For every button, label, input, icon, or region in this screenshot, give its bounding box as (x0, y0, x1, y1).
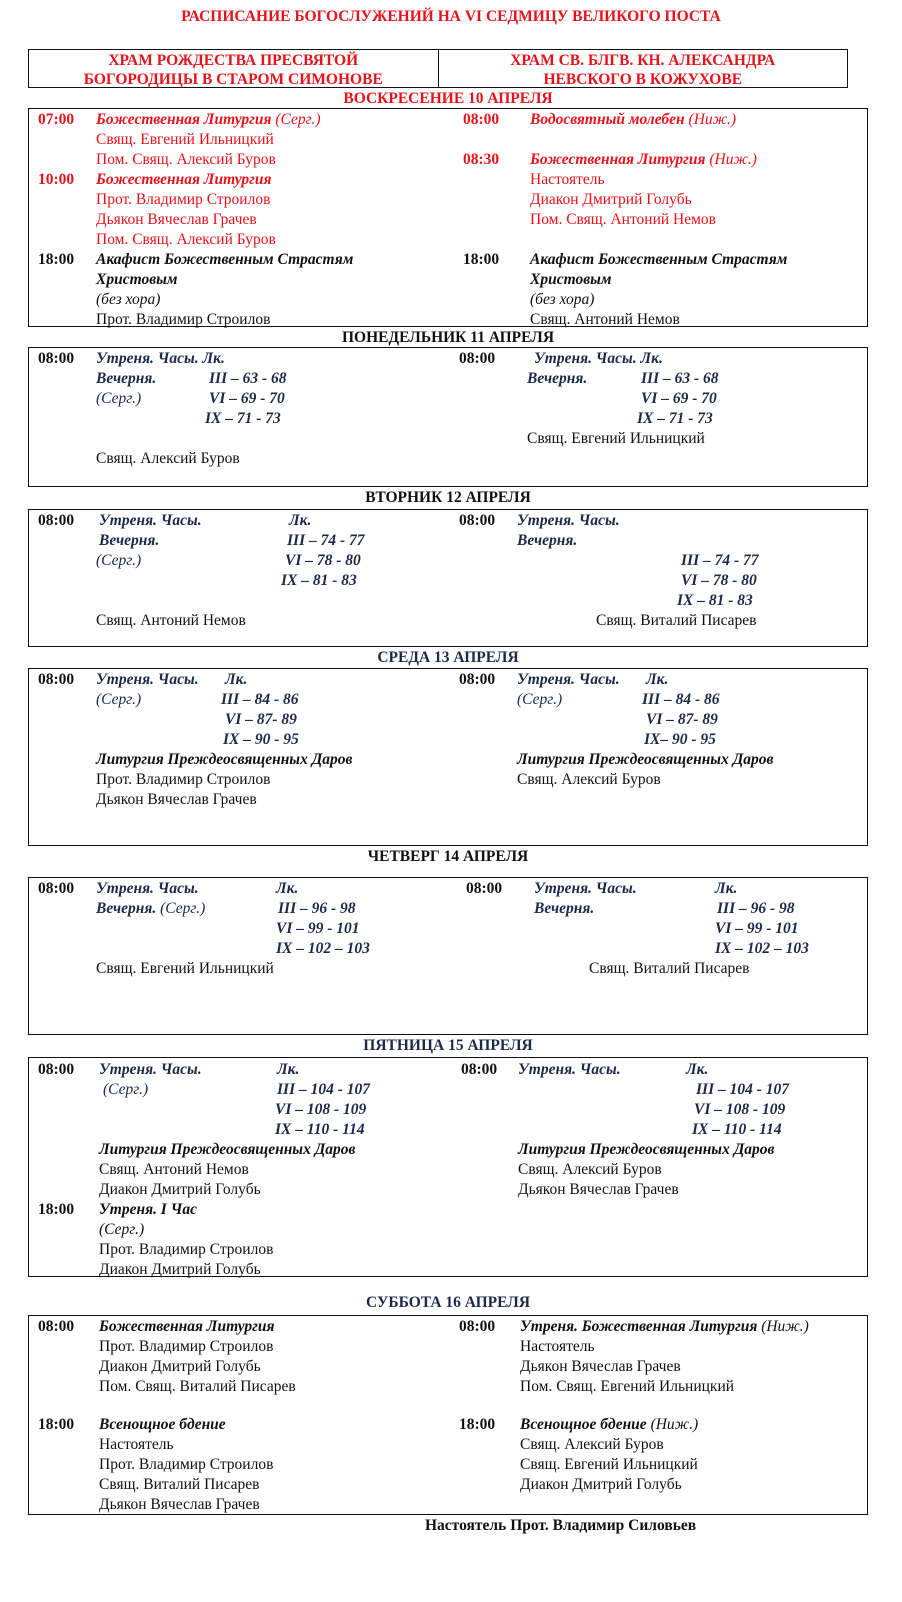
priest: Пом. Свящ. Алексий Буров (96, 231, 276, 248)
page-title: РАСПИСАНИЕ БОГОСЛУЖЕНИЙ НА VI СЕДМИЦУ ВЕЛИКОГО ПОСТА (181, 8, 721, 25)
priest: Настоятель (520, 1338, 595, 1355)
service: Акафист Божественным Страстям (530, 251, 788, 268)
service: Всенощное бдение (99, 1416, 226, 1433)
reading: VI – 87- 89 (646, 711, 718, 728)
priest: Прот. Владимир Строилов (99, 1338, 274, 1355)
service: Утреня. Часы. (518, 1061, 621, 1078)
day-box-wednesday (28, 668, 868, 846)
priest: Дьякон Вячеслав Грачев (520, 1358, 681, 1375)
reading: VI – 78 - 80 (681, 572, 757, 589)
priest: Свящ. Виталий Писарев (99, 1476, 260, 1493)
service: Утреня. Часы. (517, 671, 620, 688)
service: Христовым (96, 271, 178, 288)
time: 08:00 (459, 350, 496, 367)
priest: Свящ. Алексий Буров (96, 450, 240, 467)
priest: Прот. Владимир Строилов (99, 1456, 274, 1473)
note: (Серг.) (99, 1221, 145, 1238)
church-right-header: ХРАМ СВ. БЛГВ. КН. АЛЕКСАНДРА НЕВСКОГО В КОЖУХОВЕ (510, 52, 776, 88)
priest: Пом. Свящ. Алексий Буров (96, 151, 276, 168)
service: Лк. (289, 512, 312, 529)
priest: Свящ. Евгений Ильницкий (96, 131, 274, 148)
day-header-monday: ПОНЕДЕЛЬНИК 11 АПРЕЛЯ (341, 329, 555, 346)
reading: IX – 110 - 114 (692, 1121, 782, 1138)
time: 08:30 (463, 151, 500, 168)
service: Вечерня. (Серг.) (96, 900, 206, 917)
service: Вечерня. (527, 370, 588, 387)
reading: III – 104 - 107 (696, 1081, 790, 1098)
time: 08:00 (38, 350, 75, 367)
service: Литургия Преждеосвященных Даров (517, 751, 774, 768)
service: Акафист Божественным Страстям (96, 251, 354, 268)
day-box-thursday (28, 877, 868, 1035)
day-header-friday: ПЯТНИЦА 15 АПРЕЛЯ (363, 1037, 533, 1054)
service: Утреня. Часы. (96, 671, 199, 688)
priest: Пом. Свящ. Антоний Немов (530, 211, 716, 228)
note: (без хора) (530, 291, 595, 308)
service: Всенощное бдение (Ниж.) (520, 1416, 699, 1433)
reading: VI – 108 - 109 (694, 1101, 786, 1118)
priest: Дьякон Вячеслав Грачев (99, 1496, 260, 1513)
priest: Диакон Дмитрий Голубь (99, 1261, 261, 1278)
day-box-tuesday (28, 509, 868, 647)
day-box-sunday (28, 108, 868, 327)
service: Христовым (530, 271, 612, 288)
reading: III – 74 - 77 (287, 532, 365, 549)
church-headers (28, 49, 848, 88)
time: 08:00 (466, 880, 503, 897)
service: Литургия Преждеосвященных Даров (518, 1141, 775, 1158)
time: 08:00 (38, 512, 75, 529)
service: Лк. (225, 671, 248, 688)
reading: VI – 78 - 80 (285, 552, 361, 569)
reading: III – 74 - 77 (681, 552, 759, 569)
priest: Свящ. Антоний Немов (99, 1161, 249, 1178)
priest: Настоятель (530, 171, 605, 188)
priest: Диакон Дмитрий Голубь (530, 191, 692, 208)
priest: Диакон Дмитрий Голубь (99, 1181, 261, 1198)
priest: Диакон Дмитрий Голубь (99, 1358, 261, 1375)
day-box-friday (28, 1057, 868, 1277)
reading: VI – 99 - 101 (276, 920, 360, 937)
service: Утреня. I Час (99, 1201, 197, 1218)
day-box-saturday (28, 1315, 868, 1515)
time: 18:00 (463, 251, 500, 268)
day-header-thursday: ЧЕТВЕРГ 14 АПРЕЛЯ (367, 848, 529, 865)
service: Водосвятный молебен (Ниж.) (530, 111, 737, 128)
priest: Свящ. Евгений Ильницкий (96, 960, 274, 977)
footer-signature: Настоятель Прот. Владимир Силовьев (425, 1517, 697, 1534)
priest: Настоятель (99, 1436, 174, 1453)
time: 08:00 (38, 671, 75, 688)
day-header-saturday: СУББОТА 16 АПРЕЛЯ (365, 1294, 531, 1311)
priest: Прот. Владимир Строилов (96, 191, 271, 208)
service: Утреня. Божественная Литургия (Ниж.) (520, 1318, 809, 1335)
service: Божественная Литургия (96, 171, 272, 188)
service: Лк. (277, 1061, 300, 1078)
reading: IX – 81 - 83 (281, 572, 357, 589)
service: Лк. (686, 1061, 709, 1078)
priest: Свящ. Виталий Писарев (589, 960, 750, 977)
reading: VI – 69 - 70 (209, 390, 285, 407)
time: 08:00 (38, 1061, 75, 1078)
time: 08:00 (463, 111, 500, 128)
priest: Прот. Владимир Строилов (96, 771, 271, 788)
reading: III – 63 - 68 (209, 370, 287, 387)
reading: IX – 110 - 114 (275, 1121, 365, 1138)
time: 18:00 (38, 1201, 75, 1218)
priest: Свящ. Алексий Буров (518, 1161, 662, 1178)
time: 10:00 (38, 171, 75, 188)
priest: Прот. Владимир Строилов (96, 311, 271, 328)
priest: Дьякон Вячеслав Грачев (96, 791, 257, 808)
time: 08:00 (459, 1318, 496, 1335)
service: Вечерня. (96, 370, 157, 387)
reading: IX – 81 - 83 (677, 592, 753, 609)
priest: Дьякон Вячеслав Грачев (518, 1181, 679, 1198)
reading: IX– 90 - 95 (644, 731, 716, 748)
service: Вечерня. (517, 532, 578, 549)
time: 08:00 (38, 880, 75, 897)
time: 08:00 (459, 671, 496, 688)
time: 08:00 (461, 1061, 498, 1078)
service: Литургия Преждеосвященных Даров (96, 751, 353, 768)
reading: III – 96 - 98 (278, 900, 356, 917)
service: Лк. (276, 880, 299, 897)
reading: IX – 90 - 95 (223, 731, 299, 748)
service: Божественная Литургия (Ниж.) (530, 151, 757, 168)
day-header-tuesday: ВТОРНИК 12 АПРЕЛЯ (365, 489, 531, 506)
priest: Свящ. Антоний Немов (530, 311, 680, 328)
priest: Прот. Владимир Строилов (99, 1241, 274, 1258)
time: 08:00 (459, 512, 496, 529)
priest: Пом. Свящ. Евгений Ильницкий (520, 1378, 735, 1395)
priest: Свящ. Виталий Писарев (596, 612, 757, 629)
priest: Свящ. Евгений Ильницкий (520, 1456, 698, 1473)
service: Лк. (646, 671, 669, 688)
reading: III – 96 - 98 (717, 900, 795, 917)
priest: Свящ. Алексий Буров (517, 771, 661, 788)
service: Божественная Литургия (Серг.) (96, 111, 321, 128)
service: Утреня. Часы. (517, 512, 620, 529)
reading: III – 84 - 86 (221, 691, 299, 708)
reading: III – 84 - 86 (642, 691, 720, 708)
church-left-header: ХРАМ РОЖДЕСТВА ПРЕСВЯТОЙ БОГОРОДИЦЫ В СТАРОМ СИМОНОВЕ (29, 50, 439, 87)
service: Утреня. Часы. (99, 1061, 202, 1078)
service: Литургия Преждеосвященных Даров (99, 1141, 356, 1158)
reading: IX – 102 – 103 (715, 940, 809, 957)
reading: VI – 99 - 101 (715, 920, 799, 937)
note: (Серг.) (96, 552, 142, 569)
time: 18:00 (38, 1416, 75, 1433)
reading: IX – 71 - 73 (205, 410, 281, 427)
day-header-sunday: ВОСКРЕСЕНИЕ 10 АПРЕЛЯ (343, 90, 553, 107)
service: Утреня. Часы. Лк. (534, 350, 663, 367)
priest: Диакон Дмитрий Голубь (520, 1476, 682, 1493)
note: (Серг.) (96, 390, 142, 407)
priest: Свящ. Евгений Ильницкий (527, 430, 705, 447)
time: 18:00 (459, 1416, 496, 1433)
reading: IX – 102 – 103 (276, 940, 370, 957)
day-box-monday (28, 347, 868, 487)
service: Вечерня. (99, 532, 160, 549)
priest: Пом. Свящ. Виталий Писарев (99, 1378, 296, 1395)
service: Утреня. Часы. (99, 512, 202, 529)
service: Вечерня. (534, 900, 595, 917)
note: (Серг.) (96, 691, 142, 708)
service: Утреня. Часы. Лк. (96, 350, 225, 367)
reading: VI – 69 - 70 (641, 390, 717, 407)
service: Утреня. Часы. (534, 880, 637, 897)
reading: III – 63 - 68 (641, 370, 719, 387)
note: (Серг.) (103, 1081, 149, 1098)
service: Утреня. Часы. (96, 880, 199, 897)
time: 07:00 (38, 111, 75, 128)
note: (без хора) (96, 291, 161, 308)
note: (Серг.) (517, 691, 563, 708)
time: 18:00 (38, 251, 75, 268)
priest: Дьякон Вячеслав Грачев (96, 211, 257, 228)
reading: VI – 87- 89 (225, 711, 297, 728)
reading: VI – 108 - 109 (275, 1101, 367, 1118)
service: Лк. (715, 880, 738, 897)
service: Божественная Литургия (99, 1318, 275, 1335)
reading: III – 104 - 107 (277, 1081, 371, 1098)
reading: IX – 71 - 73 (637, 410, 713, 427)
priest: Свящ. Алексий Буров (520, 1436, 664, 1453)
day-header-wednesday: СРЕДА 13 АПРЕЛЯ (377, 649, 519, 666)
time: 08:00 (38, 1318, 75, 1335)
priest: Свящ. Антоний Немов (96, 612, 246, 629)
